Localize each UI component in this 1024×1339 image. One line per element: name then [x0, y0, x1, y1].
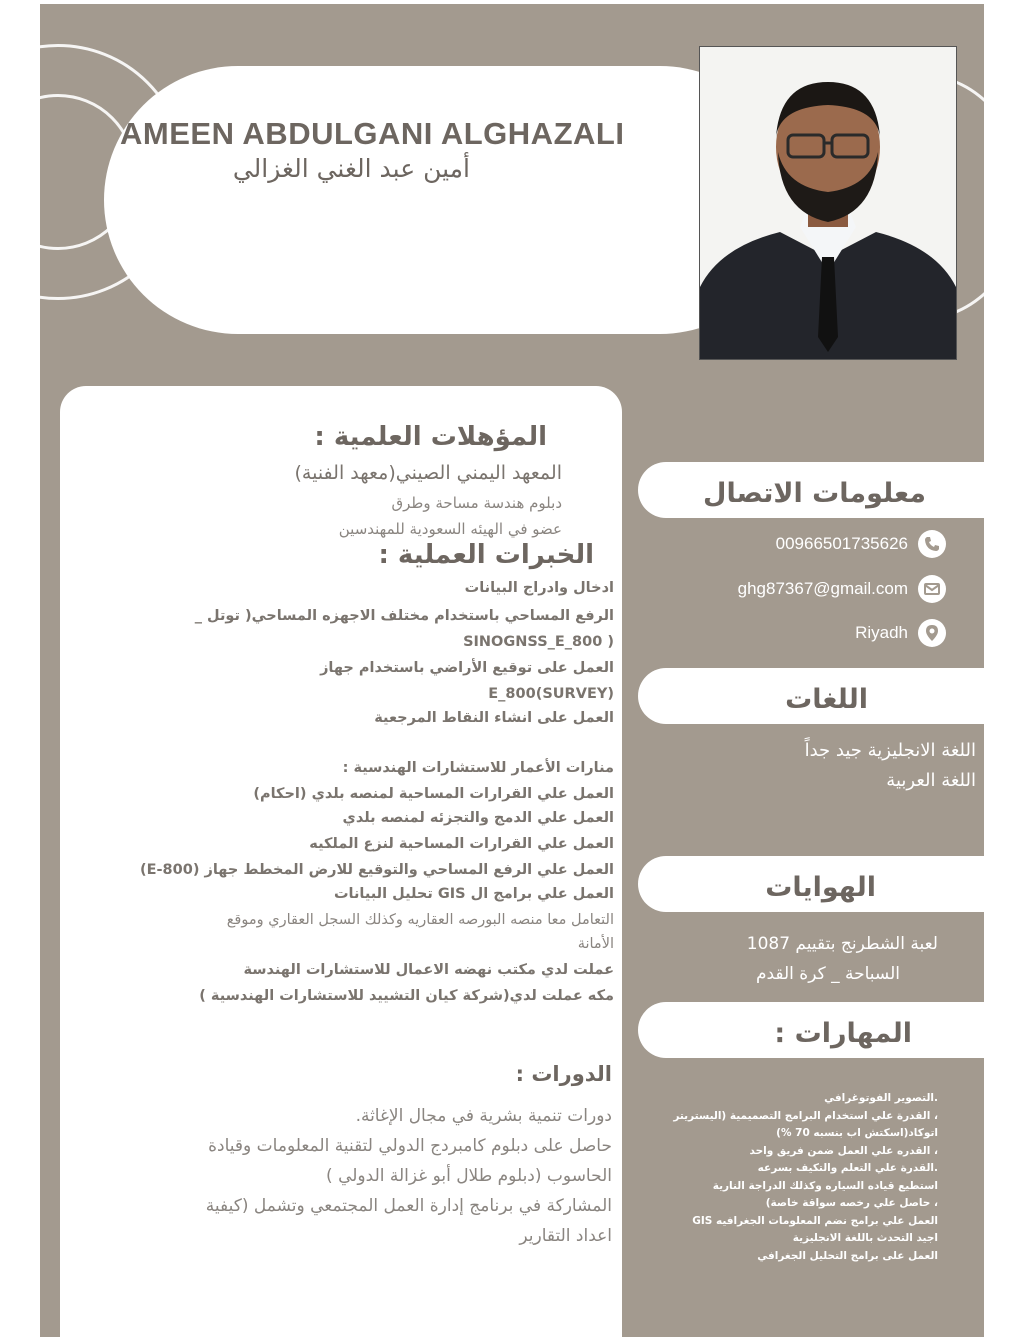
experience-line: (SURVEY)E_800 [488, 686, 614, 702]
institute-line: المعهد اليمني الصيني(معهد الفنية) [294, 462, 562, 484]
company-line: العمل علي برامج ال GIS تحليل البيانات [333, 886, 614, 902]
skill-item: العمل علي برامج نضم المعلومات الجغرافيه GIS [692, 1214, 938, 1227]
mail-icon [918, 575, 946, 603]
phone-row [776, 529, 946, 559]
company-title: منارات الأعمار للاستشارات الهندسية : [342, 760, 614, 776]
company-line: مكه عملت لدي(شركة كيان التشييد للاستشارات الهندسية ) [199, 988, 614, 1004]
hobby-item: لعبة الشطرنج بتقييم 1087 [746, 934, 938, 954]
person-portrait-icon [700, 47, 956, 359]
language-item: اللغة الانجليزية جيد جداً [804, 740, 976, 761]
profile-photo [699, 46, 957, 360]
company-line: الأمانة [577, 936, 614, 952]
skill-item: .التصوير الفوتوغرافي [824, 1092, 938, 1104]
course-line: الحاسوب (دبلوم طلال أبو غزالة الدولي ) [326, 1166, 612, 1186]
company-line: العمل علي القرارات المساحية لنزع الملكيه [309, 836, 614, 852]
qualification-line: عضو في الهيئه السعودية للمهندسين [338, 520, 562, 538]
course-line: حاصل على دبلوم كامبردج الدولي لتقنية المعلومات وقيادة [208, 1136, 612, 1156]
experience-line: الرفع المساحي باستخدام مختلف الاجهزه المساحي( توتل _ [194, 608, 614, 624]
company-line: التعامل معا منصه البورصه العقاريه وكذلك السجل العقاري وموقع [226, 912, 614, 928]
experience-title: الخبرات العملية : [378, 540, 594, 570]
location-text: Riyadh [855, 623, 908, 642]
course-line: اعداد التقارير [519, 1226, 612, 1246]
qualification-line: دبلوم هندسة مساحة وطرق [391, 494, 562, 512]
experience-line: ادخال وادراج البيانات [464, 580, 614, 596]
language-item: اللغة العربية [886, 770, 976, 791]
experience-line: ( SINOGNSS_E_800 [463, 634, 614, 650]
skills-title: المهارات : [774, 1018, 912, 1049]
main-content-card [60, 386, 622, 1337]
courses-title: الدورات : [515, 1062, 612, 1086]
location-row [855, 618, 946, 648]
email-row [738, 574, 946, 604]
qualifications-title: المؤهلات العلمية : [314, 422, 547, 452]
experience-line: العمل على توقيع الأراضي باستخدام جهاز [320, 660, 614, 676]
location-pin-icon [918, 619, 946, 647]
skill-item: العمل على برامج التحليل الجغرافي [757, 1249, 938, 1262]
phone-number[interactable]: 00966501735626 [775, 534, 908, 553]
name-english: AMEEN ABDULGANI ALGHAZALI [120, 116, 625, 151]
course-line: دورات تنمية بشرية في مجال الإغاثة. [355, 1106, 612, 1126]
email-address[interactable]: ghg87367@gmail.com [737, 579, 908, 598]
company-line: عملت لدي مكتب نهضه الاعمال للاستشارات الهندسة [243, 962, 614, 978]
skill-item: ، القدره علي العمل ضمن فريق واحد [749, 1144, 938, 1157]
skill-item: اتوكاد(اسكتش اب بنسبه 70 %) [776, 1127, 938, 1139]
course-line: المشاركة في برنامج إدارة العمل المجتمعي وتشمل (كيفية [205, 1196, 612, 1216]
hobbies-title: الهوايات [765, 872, 876, 903]
skill-item: ، القدرة علي استخدام البرامج التصميمية (اليستريتر [673, 1109, 938, 1122]
company-line: العمل علي القرارات المساحية لمنصه بلدي (احكام) [253, 786, 614, 802]
name-arabic: أمين عبد الغني الغزالي [232, 154, 470, 183]
languages-title: اللغات [785, 684, 868, 715]
company-line: العمل علي الدمج والتجزئه لمنصه بلدي [342, 810, 614, 826]
experience-line: العمل على انشاء النقاط المرجعية [374, 710, 614, 726]
header-panel [104, 66, 794, 334]
hobby-item: السباحة _ كرة القدم [755, 964, 900, 984]
phone-icon [918, 530, 946, 558]
skill-item: اجيد التحدث باللغة الانجليزية [792, 1232, 938, 1244]
company-line: العمل علي الرفع المساحي والتوقيع للارض المخطط جهاز (E-800) [139, 862, 614, 878]
skill-item: ، حاصل علي رخصه سواقة خاصة) [765, 1197, 938, 1209]
skills-list [648, 1090, 938, 1265]
skill-item: استطيع قياده السياره وكذلك الدراجة النارية [712, 1179, 938, 1192]
skill-item: .القدرة علي التعلم والتكيف بسرعه [757, 1162, 938, 1174]
resume-page [40, 4, 984, 1337]
contact-title: معلومات الاتصال [703, 478, 926, 509]
